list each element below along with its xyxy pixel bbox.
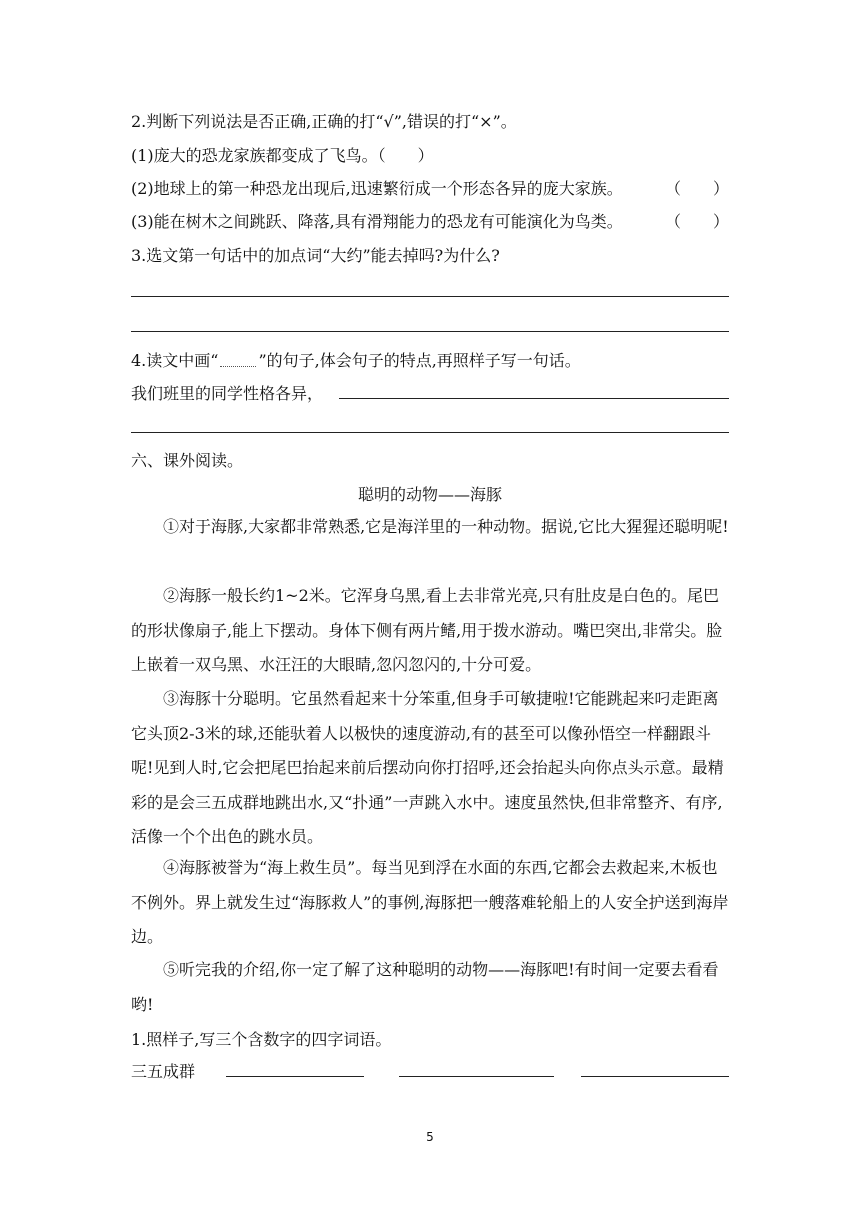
q2-item-3-text: (3)能在树木之间跳跃、降落,具有滑翔能力的恐龙有可能演化为鸟类。 — [131, 212, 623, 231]
q4-answer-line-1[interactable] — [339, 398, 729, 399]
section6-heading: 六、课外阅读。 — [131, 451, 244, 470]
q3-title: 3.选文第一句话中的加点词“大约”能去掉吗?为什么? — [131, 246, 500, 265]
q1-answer-blank-3[interactable] — [581, 1076, 729, 1077]
q1-answer-blank-2[interactable] — [399, 1076, 554, 1077]
wavy-underline-sample — [220, 356, 256, 367]
q2-item-2-text: (2)地球上的第一种恐龙出现后,迅速繁衍成一个形态各异的庞大家族。 — [131, 179, 623, 198]
q4-answer-line-2[interactable] — [131, 432, 729, 433]
q2-item-1: (1)庞大的恐龙家族都变成了飞鸟。（ ） — [131, 146, 434, 165]
q4-title — [131, 350, 729, 372]
q3-answer-line-2[interactable] — [131, 331, 729, 332]
page-number: 5 — [426, 1130, 434, 1144]
q1-answer-blank-1[interactable] — [226, 1076, 364, 1077]
article-title: 聪明的动物——海豚 — [357, 485, 502, 504]
article-paragraph-3: ③海豚十分聪明。它虽然看起来十分笨重,但身手可敏捷啦!它能跳起来叼走距离它头顶2-3米的球,还能驮着人以极快的速度游动,有的甚至可以像孙悟空一样翻跟斗呢!见到人时,它会把尾巴抬起来前后摆动向你打招呼,还会抬起头向你点头示意。最精彩的是会三五成群地跳出水,又“扑通”一声跳入水中。速度虽然快,但非常整齐、有序,活像一个个出色的跳水员。 — [131, 689, 724, 846]
article-paragraph-1: ①对于海豚,大家都非常熟悉,它是海洋里的一种动物。据说,它比大猩猩还聪明呢! — [163, 517, 729, 536]
q4-title-before: 4.读文中画“ — [131, 351, 219, 370]
article-paragraph-2: ②海豚一般长约1~2米。它浑身乌黑,看上去非常光亮,只有肚皮是白色的。尾巴的形状像扇子,能上下摆动。身体下侧有两片鳍,用于拨水游动。嘴巴突出,非常尖。脸上嵌着一双乌黑、水汪汪的大眼睛,忽闪忽闪的,十分可爱。 — [131, 586, 723, 674]
article-paragraph-4: ④海豚被誉为“海上救生员”。每当见到浮在水面的东西,它都会去救起来,木板也不例外。界上就发生过“海豚救人”的事例,海豚把一艘落难轮船上的人安全护送到海岸边。 — [131, 858, 729, 946]
q3-answer-line-1[interactable] — [131, 296, 729, 297]
q1-example: 三五成群 — [131, 1062, 196, 1081]
q2-item-2 — [131, 178, 729, 200]
q2-title: 2.判断下列说法是否正确,正确的打“√”,错误的打“×”。 — [131, 112, 517, 131]
article-paragraph-5: ⑤听完我的介绍,你一定了解了这种聪明的动物——海豚吧!有时间一定要去看看哟! — [131, 960, 719, 1014]
q2-item-2-paren: （ ） — [664, 179, 729, 198]
q1-title: 1.照样子,写三个含数字的四字词语。 — [131, 1030, 392, 1049]
q4-title-after: ”的句子,体会句子的特点,再照样子写一句话。 — [258, 351, 581, 370]
q2-item-3-paren: （ ） — [664, 212, 729, 231]
q2-item-3 — [131, 211, 729, 233]
q4-prompt: 我们班里的同学性格各异， — [131, 384, 324, 403]
